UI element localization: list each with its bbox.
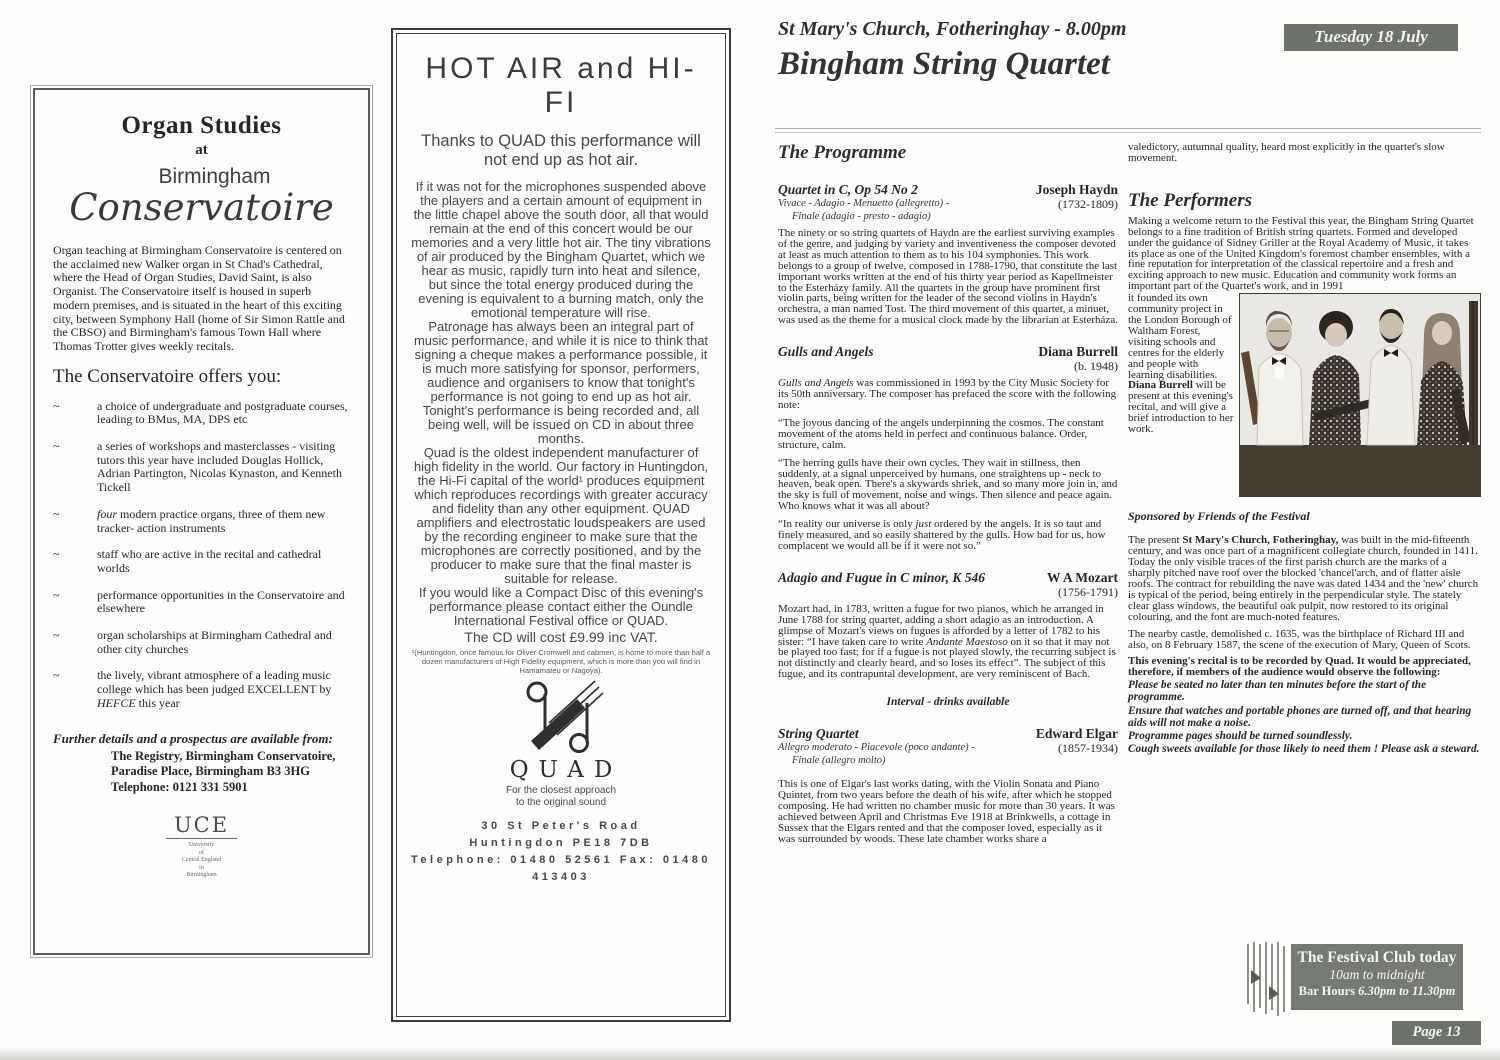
work-burrell: [778, 344, 1118, 552]
quad-address: 30 St Peter's Road Huntingdon PE18 7DB Telephone: 01480 52561 Fax: 01480 413403: [411, 820, 711, 883]
quad-tagline: For the closest approach to the original sound: [505, 785, 617, 808]
interval-note: Interval - drinks available: [886, 696, 1010, 709]
quad-price-line: The CD will cost £9.99 inc VAT.: [464, 629, 658, 645]
work-notes: “In reality our universe is only just ordered by the angels. It is so taut and finely measured, and so easily shattered by the gulls. How bad for us, how complacent we would all be if it were not so.”: [778, 518, 1106, 552]
tilde-bullet: ~: [53, 668, 60, 683]
performers-column: [1128, 142, 1481, 755]
work-title: String Quartet: [778, 726, 859, 742]
offers-heading: The Conservatoire offers you:: [53, 365, 282, 387]
work-dates: (1732-1809): [1058, 197, 1118, 211]
quad-paragraph: If it was not for the microphones suspended above the players and a certain amount of equipment in the little chapel above the south door, all that would remain at the end of this concert would be our memories and a very little hot air. The tiny vibrations of air produced by the Bingham Quartet, which we hear as music, rapidly turn into heat and silence, but since the total energy produced during the evening is equivalent to a burning match, only the emotional temperature will rise.: [411, 179, 711, 320]
tilde-bullet: ~: [53, 587, 60, 602]
work-notes: The ninety or so string quartets of Haydn are the earliest surviving examples of the genre, and judging by variety and inventiveness the composer devoted at least as much attention to them as to his 104 symphonies. This work belongs to a group of twelve, composed in 1788-1790, that constitute the last important works written at the end of his thirty year period as Kapellmeister to the Esterházy family. All the quartets in the group have prominent first violin parts, being written for the leader of the second violins in Haydn's orchestra, a man named Tost. The third movement of this quartet, a minuet, was used as the theme for a musical clock made by the librarian at Esterháza.: [778, 227, 1118, 327]
offer-item: ~ organ scholarships at Birmingham Cathedral and other city churches: [53, 628, 332, 656]
date-badge: Tuesday 18 July: [1284, 24, 1458, 51]
recording-notice: This evening's recital is to be recorded by Quad. It would be appreciated, therefore, if members of the audience would observe the following:: [1128, 655, 1471, 679]
performers-paragraph: Making a welcome return to the Festival this year, the Bingham String Quartet belongs to a fine tradition of British string quartets. Formed and developed under the guidance of Sidney Griller at the Royal Academy of Music, it takes its place as one of the United Kingdom's foremost chamber ensembles, with a fine reputation for interpretation of the classical repertoire and a fresh and exciting approach to new music. Education and community work forms an important part of the Quartet's work, and in 1991: [1128, 214, 1474, 293]
performers-sidebar-text: it founded its own community project in the London Borough of Waltham Forest, visiting schools and centres for the elderly and people with learning disabilities. Diana Burrell will be present at this evening's recital, and will give a brief introduction to her work.: [1128, 292, 1234, 436]
quad-paragraph: Quad is the oldest independent manufacturer of high fidelity in the world. Our factory in Huntingdon, the Hi-Fi capital of the world¹ produces equipment which reproduces recordings with greater accuracy and fidelity than any other equipment. QUAD amplifiers and electrostatic loudspeakers are used by the recording engineer to make sure that the microphones are correctly positioned, and by the producer to make sure that the final master is suitable for release.: [413, 445, 709, 586]
quartet-photo: [1239, 293, 1481, 497]
work-composer: W A Mozart: [1047, 569, 1118, 585]
sponsored-line: Sponsored by Friends of the Festival: [1128, 509, 1310, 524]
organ-intro-paragraph: Organ teaching at Birmingham Conservatoire is centered on the acclaimed new Walker organ in St Chad's Cathedral, where the Head of Organ Studies, David Saint, is also Organist. The Conservatoire itself is housed in superb modern premises, and is situated in the heart of this exciting city, between Symphony Hall (home of Sir Simon Rattle and the CBSO) and Birmingham's famous Town Hall where Thomas Trotter gives weekly recitals.: [53, 243, 345, 353]
work-mozart: [778, 570, 1118, 680]
work-haydn: Quartet in C, Op 54 No 2 Vivace - Adagio - Menuetto (allegretto) - Finale (adagio - presto - adagio) Joseph Haydn (1732-1809) The ninety or so string quartets of Haydn are the earliest surviving examples of the genre, and judging by variety and inventiveness the composer devoted at least as much attention to them as to his 104 symphonies. This work belongs to a group of twelve, composed in 1788-1790, that constitute the last important works written at the end of his thirty year period as Kapellmeister to the Esterházy family. All the quartets in the group have prominent first violin parts, being written for the leader of the second violins in Haydn's orchestra, a man named Tost. The third movement of this quartet, a minuet, was used as the theme for a musical clock made by the librarian at Esterháza.: [778, 182, 1118, 327]
audience-rule: Programme pages should be turned soundlessly.: [1128, 730, 1353, 743]
quad-ad-subtitle: Thanks to QUAD this performance will not end up as hot air.: [421, 132, 701, 169]
work-notes: Gulls and Angels was commissioned in 1993 by the City Music Society for its 50th anniversary. The composer has prefaced the score with the following note:: [778, 377, 1117, 411]
work-title: Quartet in C, Op 54 No 2: [778, 182, 918, 197]
work-dates: (b. 1948): [1074, 359, 1118, 374]
work-dates: (1756-1791): [1058, 584, 1118, 599]
tilde-bullet: ~: [53, 506, 60, 521]
organ-studies-ad: [33, 88, 370, 955]
quad-hifi-ad: [391, 28, 731, 1022]
festival-club-box: The Festival Club today 10am to midnight Bar Hours 6.30pm to 11.30pm: [1291, 944, 1463, 1010]
offer-item: ~ performance opportunities in the Conservatoire and elsewhere: [53, 587, 345, 616]
quad-footnote: ¹(Huntingdon, once famous for Oliver Cromwell and cabmen, is home to more than half a dozen manufacturers of High Fidelity equipment, which is more than you will find in Hamamateu or Nagoya).: [411, 648, 711, 675]
organ-pipes-icon: [1243, 942, 1291, 1016]
castle-paragraph: The nearby castle, demolished c. 1635, was the birthplace of Richard III and also, on 8 February 1587, the scene of the execution of Mary, Queen of Scots.: [1128, 628, 1471, 652]
quad-ad-title: HOT AIR and HI-FI: [425, 52, 697, 119]
venue-line: St Mary's Church, Fotheringhay - 8.00pm: [778, 18, 1127, 40]
scan-bottom-edge: [0, 1047, 1500, 1060]
work-notes: Mozart had, in 1783, written a fugue for two pianos, which he arranged in June 1788 for string quartet, adding a short adagio as an introduction. A glimpse of Mozart's views on fugues is afforded by a letter of 1782 to his sister: “I have taken care to write Andante Maestoso on it so that it may not be played too fast; for if a fugue is not played slowly, the recurring subject is not distinctly and clearly heard, and so loses its effect”. The subject of this fugue, and its contrapuntal development, are very reminiscent of Bach.: [778, 602, 1116, 681]
tilde-bullet: ~: [53, 439, 60, 454]
registry-address: The Registry, Birmingham Conservatoire, Paradise Place, Birmingham B3 3HG Telephone: 0121 331 5901: [111, 748, 336, 794]
audience-rule: Ensure that watches and portable phones are turned off, and that hearing aids will not make a noise.: [1128, 704, 1472, 729]
notes-continuation: valedictory, autumnal quality, heard most explicitly in the quartet's slow movement.: [1128, 141, 1445, 164]
page-number-badge: Page 13: [1392, 1021, 1481, 1045]
organ-ad-at: at: [195, 142, 208, 158]
work-elgar: String Quartet Allegro moderato - Piacevole (poco andante) - Finale (allegro molto) Edward Elgar (1857-1934) This is one of Elgar's last works dating, with the Violin Sonata and Piano Quintet, from two years before the death of his wife, after which he stopped composing. He had written no chamber music for more than 30 years. It was achieved between April and Christmas Eve 1918 at Brinkwells, a cottage in Sussex that the Elgars rented and that the composer loved, especially as it was surrounded by woods. These late chamber works share a: [778, 726, 1118, 845]
quad-contact-line: If you would like a Compact Disc of this evening's performance please contact either the Oundle International Festival office or QUAD.: [418, 585, 704, 628]
header-rule: [775, 128, 1481, 133]
offer-item: ~ the lively, vibrant atmosphere of a leading music college which has been judged EXCELLENT by HEFCE this year: [53, 668, 332, 710]
work-notes: “The herring gulls have their own cycles. They wait in stillness, then suddenly, at a signal unperceived by humans, one straightens up - neck to heaven, beak open. There's a skywards shriek, and so many more join in, and the sky is full of movement, noise and wings. Then silence and peace again. Who knows what it was all about?: [778, 456, 1118, 513]
work-notes: This is one of Elgar's last works dating, with the Violin Sonata and Piano Quintet, from two years before the death of his wife, after which he stopped composing. He had written no chamber music for more than 30 years. It was achieved between April and Christmas Eve 1918 at Brinkwells, a cottage in Sussex that the Elgars rented and that the composer loved, especially as it was surrounded by woods. These late chamber works share a: [778, 778, 1115, 845]
work-dates: (1857-1934): [1058, 741, 1118, 756]
tilde-bullet: ~: [53, 398, 60, 413]
quad-paragraph: Patronage has always been an integral part of music performance, and while it is nice to think that signing a cheque makes a performance possible, it is much more satisfying for sponsor, performers, audience and organisers to know that tonight's performance is not going to end up as hot air. Tonight's performance is being recorded and, all being well, will be issued on CD in about three months.: [413, 319, 709, 446]
work-notes: “The joyous dancing of the angels underpinning the cosmos. The constant movement of the atoms held in perfect and continuous balance. Order, structure, calm.: [778, 416, 1104, 451]
audience-rule: Please be seated no later than ten minutes before the start of the programme.: [1128, 679, 1427, 704]
tilde-bullet: ~: [53, 547, 60, 562]
offer-item: ~ staff who are active in the recital and cathedral worlds: [53, 547, 322, 575]
work-title: Adagio and Fugue in C minor, K 546: [778, 569, 986, 585]
organ-ad-heading: Organ Studies: [121, 112, 282, 139]
conservatoire-logo: Birmingham Conservatoire: [69, 165, 334, 229]
offer-item: ~ a choice of undergraduate and postgraduate courses, leading to BMus, MA, DPS etc: [53, 398, 348, 427]
work-composer: Diana Burrell: [1038, 344, 1118, 360]
quad-logo-icon: [515, 679, 607, 757]
programme-column: [778, 142, 1118, 845]
performers-heading: The Performers: [1128, 189, 1253, 211]
offer-item: ~ a series of workshops and masterclasses - visiting tutors this year have included Douglas Hollick, Adrian Partington, Nicolas Kynaston, and Kenneth Tickell: [53, 439, 342, 495]
audience-rule: Cough sweets available for those likely to need them ! Please ask a steward.: [1128, 743, 1480, 756]
further-details-line: Further details and a prospectus are available from:: [53, 730, 333, 746]
work-composer: Edward Elgar: [1035, 726, 1118, 742]
work-movements: Allegro moderato - Piacevole (poco andante) -: [778, 742, 975, 754]
work-composer: Joseph Haydn: [1035, 182, 1118, 197]
page-title: Bingham String Quartet: [778, 46, 1110, 82]
quad-brand-name: QUAD: [509, 757, 623, 783]
tilde-bullet: ~: [53, 628, 60, 643]
work-title: Gulls and Angels: [778, 344, 874, 360]
programme-heading: The Programme: [778, 142, 907, 163]
church-paragraph: The present St Mary's Church, Fotheringhay, was built in the mid-fifteenth century, and was once part of a magnificent collegiate church, founded in 1411. Today the only visible traces of the first parish church are the marks of a sharply pitched nave roof over the blocked 'chancel'arch, and of flatter aisle roofs. The contract for rebuilding the nave was dated 1434 and the 'new' church is typical of the period, being entirely in the perpendicular style. The stately clear glass windows, the beautiful oak pulpit, now restored to its original colouring, and the font are much-noted features.: [1128, 534, 1479, 623]
offer-item: ~ four modern practice organs, three of them new tracker- action instruments: [53, 506, 326, 535]
uce-logo: UCE University of Central England in Birmingham: [53, 813, 350, 880]
work-movements: Vivace - Adagio - Menuetto (allegretto) -: [778, 198, 950, 209]
